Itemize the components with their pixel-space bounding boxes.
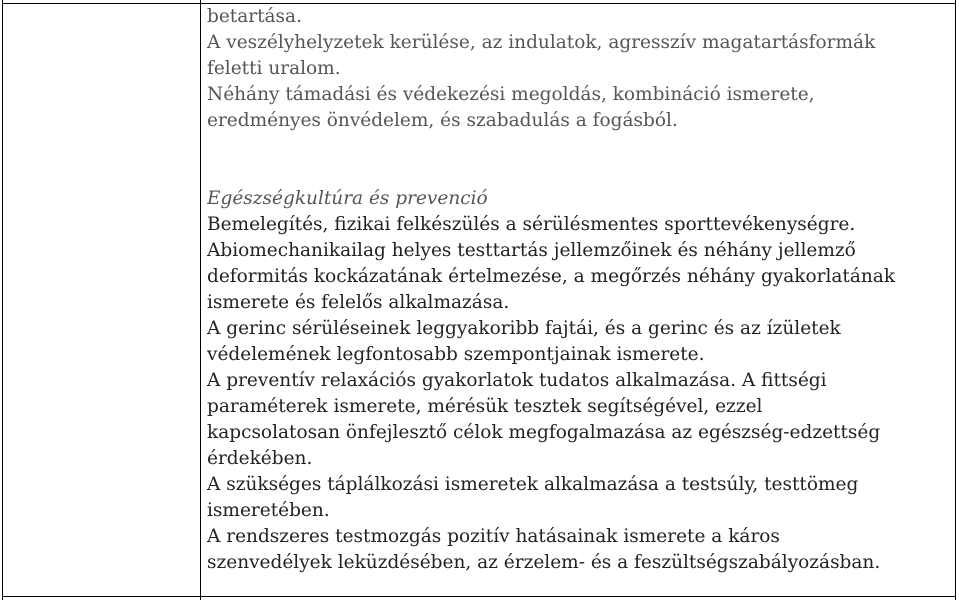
text-line: ismeretében. xyxy=(207,500,330,521)
table-cell-content xyxy=(207,4,952,576)
table-border-right xyxy=(955,0,956,600)
text-line: eredményes önvédelem, és szabadulás a fogásból. xyxy=(207,110,678,131)
text-line: A gerinc sérüléseinek leggyakoribb fajtái, és a gerinc és az ízületek xyxy=(207,318,841,339)
text-line: A veszélyhelyzetek kerülése, az indulatok, agresszív magatartásformák xyxy=(207,32,876,53)
text-line: Néhány támadási és védekezési megoldás, kombináció ismerete, xyxy=(207,84,815,105)
table-border-bottom xyxy=(2,596,956,597)
text-line: ismerete és felelős alkalmazása. xyxy=(207,292,510,313)
text-line: védelemének legfontosabb szempontjainak ismerete. xyxy=(207,344,705,365)
paragraph-spacer xyxy=(207,134,952,186)
text-line: paraméterek ismerete, mérésük tesztek segítségével, ezzel xyxy=(207,396,763,417)
text-line: deformitás kockázatának értelmezése, a megőrzés néhány gyakorlatának xyxy=(207,266,896,287)
text-line: Bemelegítés, fizikai felkészülés a sérülésmentes sporttevékenységre. xyxy=(207,214,856,235)
text-line: kapcsolatosan önfejlesztő célok megfogalmazása az egészség-edzettség xyxy=(207,422,881,443)
table-column-divider xyxy=(200,0,201,600)
table-border-left xyxy=(2,0,3,600)
text-line: betartása. xyxy=(207,6,302,27)
text-line: érdekében. xyxy=(207,448,313,469)
text-line: A szükséges táplálkozási ismeretek alkalmazása a testsúly, testtömeg xyxy=(207,474,859,495)
text-line: Abiomechanikailag helyes testtartás jellemzőinek és néhány jellemző xyxy=(207,240,856,261)
text-line: szenvedélyek leküzdésében, az érzelem- és a feszültségszabályozásban. xyxy=(207,552,881,573)
section-heading: Egészségkultúra és prevenció xyxy=(207,188,488,209)
text-line: feletti uralom. xyxy=(207,58,341,79)
text-line: A preventív relaxációs gyakorlatok tudatos alkalmazása. A fittségi xyxy=(207,370,827,391)
text-line: A rendszeres testmozgás pozitív hatásainak ismerete a káros xyxy=(207,526,780,547)
